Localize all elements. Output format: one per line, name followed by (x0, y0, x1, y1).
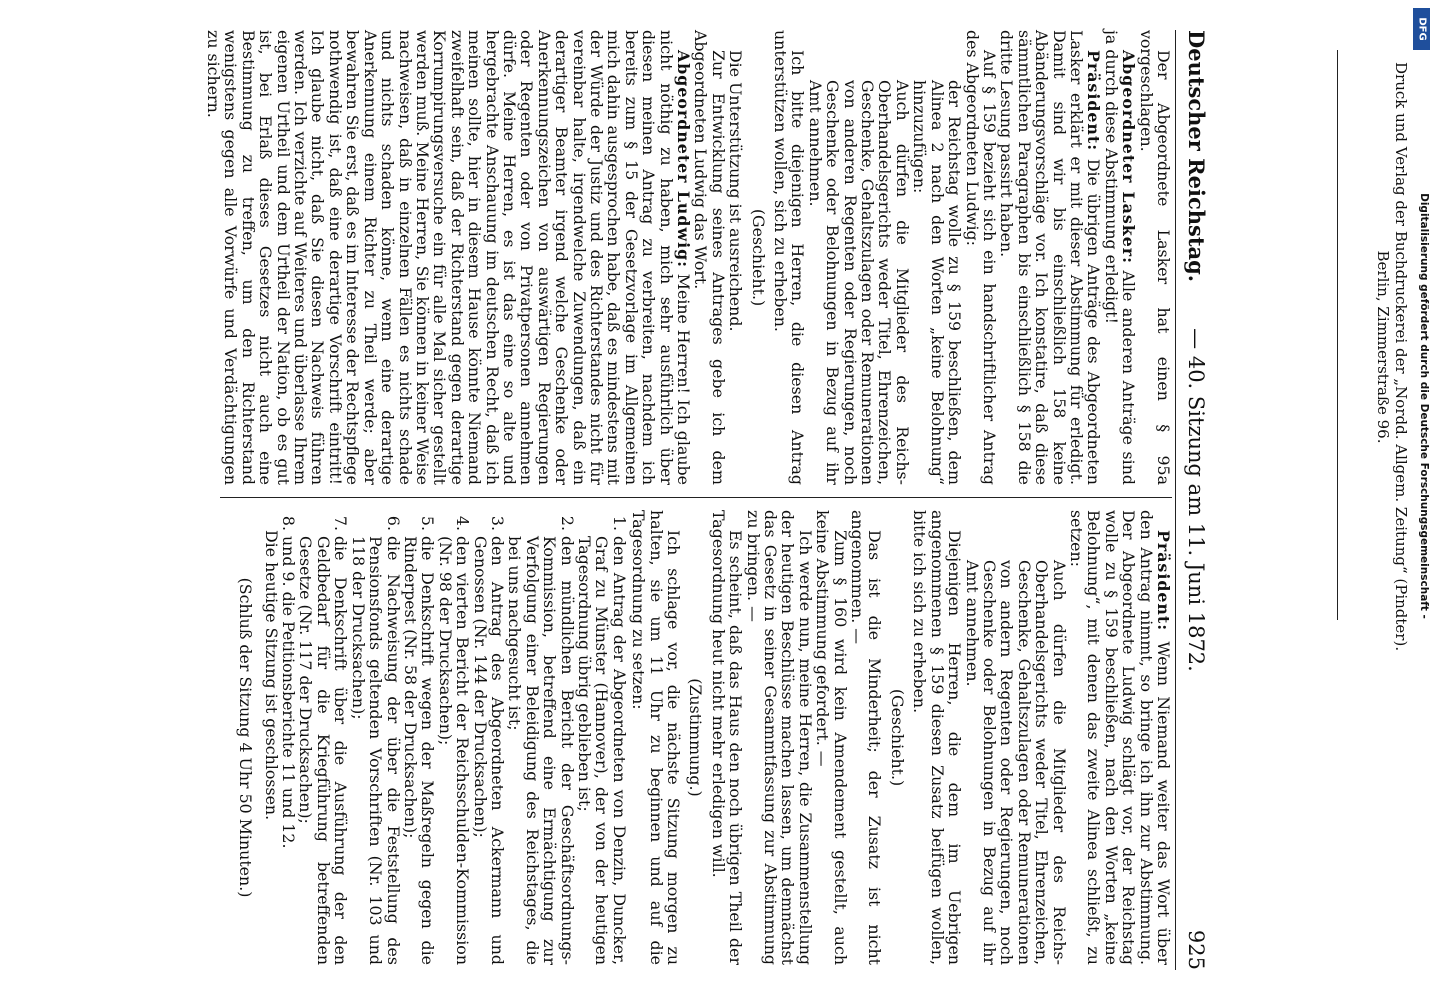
document-page (204, 30, 1216, 970)
paragraph: Zum § 160 wird kein Amendement gestellt, auch keine Abstimmung gefordert. — (813, 510, 850, 965)
paragraph: Ich werde nun, meine Herren, die Zusammenstellung der heutigen Beschlüsse machen lassen, um demnächst das Gesetz in seiner Gesammtfassung zur Abstimmung zu bringen. — (743, 510, 815, 965)
column-divider (220, 497, 1172, 498)
paragraph (205, 30, 692, 485)
agenda-item: 1. den Antrag der Abgeordneten von Denzin, Duncker, Graf zu Münster (Hannover), der von der heutigen Tagesordnung übrig geblieben ist; (576, 536, 628, 965)
speaker-name: Präsident: (1154, 530, 1173, 632)
stage-note: (Geschieht.) (887, 688, 907, 787)
paragraph: Die heutige Sitzung ist geschlossen. (261, 530, 281, 821)
paragraph: Zur Entwicklung seines Antrages gebe ich dem Abgeordneten Ludwig das Wort. (691, 30, 728, 485)
paragraph: Ich bitte diejenigen Herren, die diesen Antrag unterstützen wollen, sich zu erheben. (771, 30, 808, 485)
paragraph: Es scheint, daß das Haus den noch übrigen Theil der Tagesordnung heut nicht mehr erledigen will. (708, 510, 746, 965)
closing-note: (Schluß der Sitzung 4 Uhr 50 Minuten.) (236, 577, 256, 898)
stage-note: (Zustimmung.) (686, 678, 706, 797)
agenda-item: 3. den Antrag des Abgeordneten Ackermann und Genossen (Nr. 144 der Drucksachen); (471, 536, 506, 965)
agenda-item: 5. die Denkschrift wegen der Maßregeln gegen die Rinderpest (Nr. 58 der Drucksachen); (402, 536, 437, 965)
speaker-name: Präsident: (1084, 50, 1104, 152)
agenda-item: 7. die Denkschrift über die Ausführung der den Geldbedarf für die Kriegführung betreffenden Gesetze (Nr. 117 der Drucksachen); (297, 536, 349, 965)
session-title: — 40. Sitzung am 11. Juni 1872. (1184, 328, 1208, 672)
paragraph: Diejenigen Herren, die dem im Uebrigen angenommenen § 159 diesen Zusatz beifügen wollen, bitte ich sich zu erheben. (910, 510, 965, 965)
agenda-item: 8. und 9. die Petitionsberichte 11 und 12. (280, 536, 297, 965)
stage-note: (Geschieht.) (748, 208, 768, 307)
page-number: 925 (1184, 929, 1208, 970)
motion-text: Auch dürfen die Mitglieder des Reichs-Oberhandelsgerichts weder Titel, Ehrenzeichen, Geschenke, Gehaltszulagen oder Remunerationen von anderen Regenten oder Regierungen, noch Geschenke oder Belohnungen in Bezug auf ihr Amt annehmen. (805, 80, 912, 485)
imprint-line: Berlin, Zimmerstraße 96. (1374, 250, 1392, 444)
dfg-logo-text: DFG (1416, 17, 1427, 41)
left-column (204, 30, 1173, 485)
agenda-item: 6. die Nachweisung der über die Feststellung des Pensionsfonds geltenden Vorschriften (Nr. 103 und 118 der Drucksachen); (349, 536, 401, 965)
page-header (1175, 30, 1216, 970)
speaker-name: Abgeordneter Ludwig: (674, 50, 694, 268)
motion-text: Auch dürfen die Mitglieder des Reichs-Oberhandelsgerichts weder Titel, Ehrenzeichen, Geschenke, Gehaltszulagen oder Remunerationen von andern Regenten oder Regierungen, noch Geschenke oder Belohnungen in Bezug auf ihr Amt annehmen. (962, 560, 1069, 965)
agenda-list (280, 510, 628, 965)
speech-text: Alle anderen Anträge sind ja durch diese Abstimmung erledigt! (1101, 30, 1139, 485)
paragraph: Ich schlage vor, die nächste Sitzung morgen zu halten, sie um 11 Uhr zu beginnen und auf die Tagesordnung zu setzen: (629, 510, 684, 965)
publication-title: Deutscher Reichstag. (1184, 30, 1209, 283)
dfg-logo (1413, 8, 1430, 50)
footer-rule (1337, 50, 1338, 620)
paragraph (1068, 510, 1172, 965)
paragraph: Das ist die Minderheit; der Zusatz ist nicht angenommen. — (848, 510, 885, 965)
speech-text: Meine Herren! Ich glaube nicht nöthig zu haben, mich sehr ausführlich über diesen meinen Antrag zu verbreiten, nachdem ich bereits zum § 15 der Gesetzvorlage im Allgemeinen mich dahin ausgesprochen habe, daß es mindestens mit der Würde der Justiz und des Richterstandes nicht für vereinbar halte, irgendwelche Zuwendungen, daß ein derartiger Beamter irgend welche Geschenke oder Anerkennungszeichen von auswärtigen Regierungen oder Regenten oder von Privatpersonen annehmen dürfe. Meine Herren, es ist das eine so alte und hergebrachte Anschauung im deutschen Recht, daß ich meinen sollte, hier in diesem Hause könnte Niemand zweifelhaft sein, daß der Richterstand gegen derartige Korrumpirungsversuche ein für alle Mal sicher gestellt werden muß. Meine Herren, Sie können in keiner Weise nachweisen, daß in einzelnen Fällen es nichts schade und nichts schaden könne, wenn eine derartige Anerkennung einem Richter zu Theil werde; aber bewahren Sie erst, daß es im Interesse der Rechtspflege nothwendig ist, daß eine derartige Vorschrift eintritt! Ich glaube nicht, daß Sie diesen Nachweis führen werden. Ich verzichte auf Weiteres und überlasse Ihrem eigenen Urtheil und dem Urtheil der Nation, ob es gut ist, bei Erlaß dieses Gesetzes nicht auch eine Bestimmung zu treffen, um den Richterstand wenigstens gegen alle Vorwürfe und Verdächtigungen zu sichern. (204, 30, 694, 485)
motion-text: der Reichstag wolle zu § 159 beschließen, dem Alinea 2 nach den Worten „keine Belohnung“ hinzuzufügen: (910, 80, 965, 485)
printer-imprint (1374, 62, 1410, 652)
paragraph (998, 30, 1102, 485)
speech-text: Die übrigen Anträge des Abgeordneten Lasker erklärt er mit dieser Abstimmung für erledigt. Damit sind wir bis einschließlich 158 keine Abänderungsvorschläge vor. Ich konstatire, daß diese sämmtlichen Paragraphen bis einschließlich § 158 die dritte Lesung passirt haben. (997, 30, 1104, 485)
agenda-item: 4. den vierten Bericht der Reichsschulden-Kommission (Nr. 98 der Drucksachen); (436, 536, 471, 965)
digitization-credit (1418, 193, 1430, 619)
digitization-credit-text: Digitalisierung gefördert durch die Deutsche Forschungsgemeinschaft - (1418, 193, 1430, 619)
paragraph: Der Abgeordnete Lasker hat einen § 95a vorgeschlagen. (1136, 30, 1173, 485)
paragraph: Die Unterstützung ist ausreichend. (726, 50, 746, 332)
speaker-name: Abgeordneter Lasker: (1119, 50, 1139, 264)
agenda-item: 2. den mündlichen Bericht der Geschäftsordnungs-Kommission, betreffend eine Ermächtigung zur Verfolgung einer Beleidigung des Reichstages, die bei uns nachgesucht ist; (506, 536, 576, 965)
speech-text: Wenn Niemand weiter das Wort über den Antrag nimmt, so bringe ich ihn zur Abstimmung. Der Abgeordnete Ludwig schlägt vor, der Reichstag wolle zu § 159 beschließen, nach den Worten „keine Belohnung“, mit denen das zweite Alinea schließt, zu setzen: (1066, 510, 1173, 965)
paragraph (1102, 30, 1137, 485)
right-column (216, 510, 1172, 965)
imprint-line: Druck und Verlag der Buchdruckerei der „Nordd. Allgem. Zeitung“ (Pindter). (1392, 62, 1410, 652)
paragraph: Auf § 159 bezieht sich ein handschriftlicher Antrag des Abgeordneten Ludwig: (962, 30, 999, 485)
